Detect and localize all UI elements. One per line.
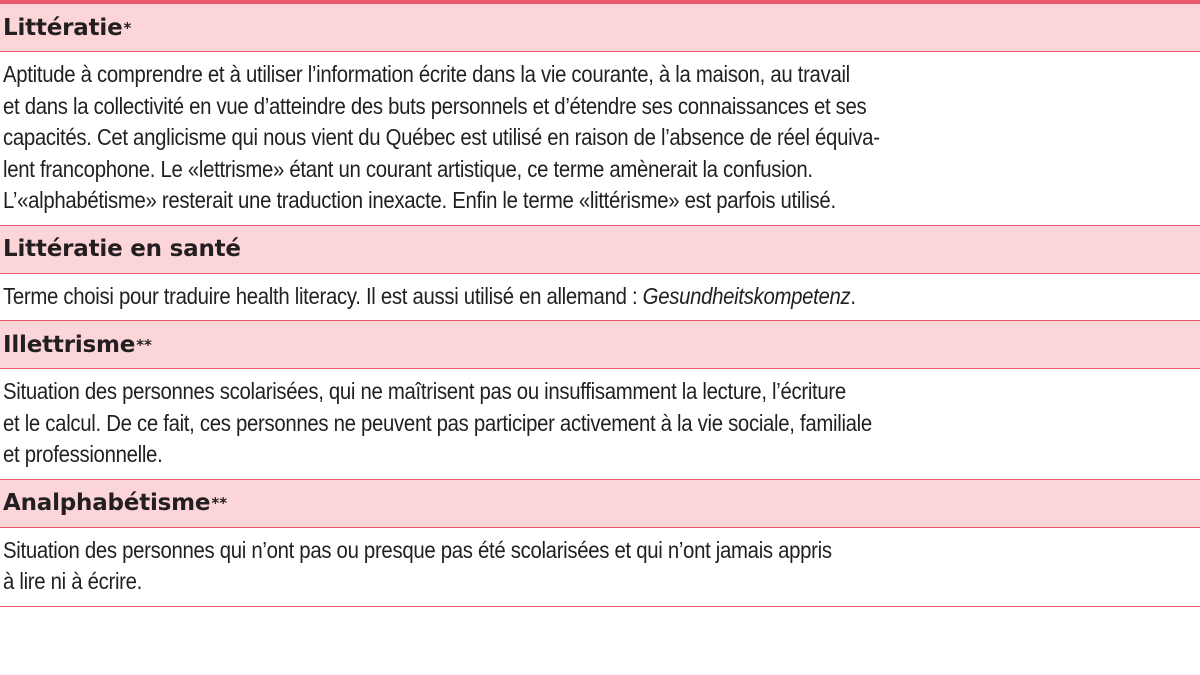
term-definition-litteratie bbox=[0, 52, 1200, 226]
term-header-litteratie bbox=[0, 4, 1200, 52]
definition-line bbox=[3, 281, 1040, 313]
term-header-illettrisme bbox=[0, 321, 1200, 369]
definition-italic-term: Gesundheitskompetenz bbox=[642, 282, 851, 309]
footnote-marker: * bbox=[123, 18, 132, 37]
term-title: Analphabétisme bbox=[3, 490, 211, 516]
term-definition-litteratie-en-sante bbox=[0, 274, 1200, 322]
definition-line: et le calcul. De ce fait, ces personnes ne peuvent pas participer activement à la vie sociale, familiale bbox=[3, 409, 872, 436]
definition-line: à lire ni à écrire. bbox=[3, 568, 143, 594]
definition-line: capacités. Cet anglicisme qui nous vient du Québec est utilisé en raison de l’absence de réel équiva- bbox=[3, 124, 880, 150]
term-title: Illettrisme bbox=[3, 331, 136, 358]
term-title: Littératie en santé bbox=[3, 236, 241, 262]
term-definition-analphabetisme bbox=[0, 528, 1200, 607]
footnote-marker: ** bbox=[211, 494, 228, 512]
definition-text: Terme choisi pour traduire health literacy. Il est aussi utilisé en allemand : bbox=[3, 282, 643, 309]
definition-line: L’«alphabétisme» resterait une traduction inexacte. Enfin le terme «littérisme» est parfois utilisé. bbox=[3, 187, 836, 213]
definition-line: et dans la collectivité en vue d’atteindre des buts personnels et d’étendre ses connaissances et ses bbox=[3, 92, 867, 119]
term-title: Littératie bbox=[3, 14, 123, 41]
definition-line: Situation des personnes qui n’ont pas ou presque pas été scolarisées et qui n’ont jamais appris bbox=[3, 536, 832, 563]
definition-line: Aptitude à comprendre et à utiliser l’information écrite dans la vie courante, à la maison, au travail bbox=[3, 61, 850, 87]
term-header-litteratie-en-sante bbox=[0, 226, 1200, 274]
footnote-marker: ** bbox=[136, 335, 152, 354]
definition-line: Situation des personnes scolarisées, qui ne maîtrisent pas ou insuffisamment la lecture, l’écriture bbox=[3, 378, 846, 404]
definition-line: lent francophone. Le «lettrisme» étant un courant artistique, ce terme amènerait la confusion. bbox=[3, 155, 813, 182]
term-header-analphabetisme bbox=[0, 480, 1200, 528]
definition-line: et professionnelle. bbox=[3, 441, 163, 467]
term-definition-illettrisme bbox=[0, 369, 1200, 480]
definition-text: . bbox=[850, 282, 856, 309]
